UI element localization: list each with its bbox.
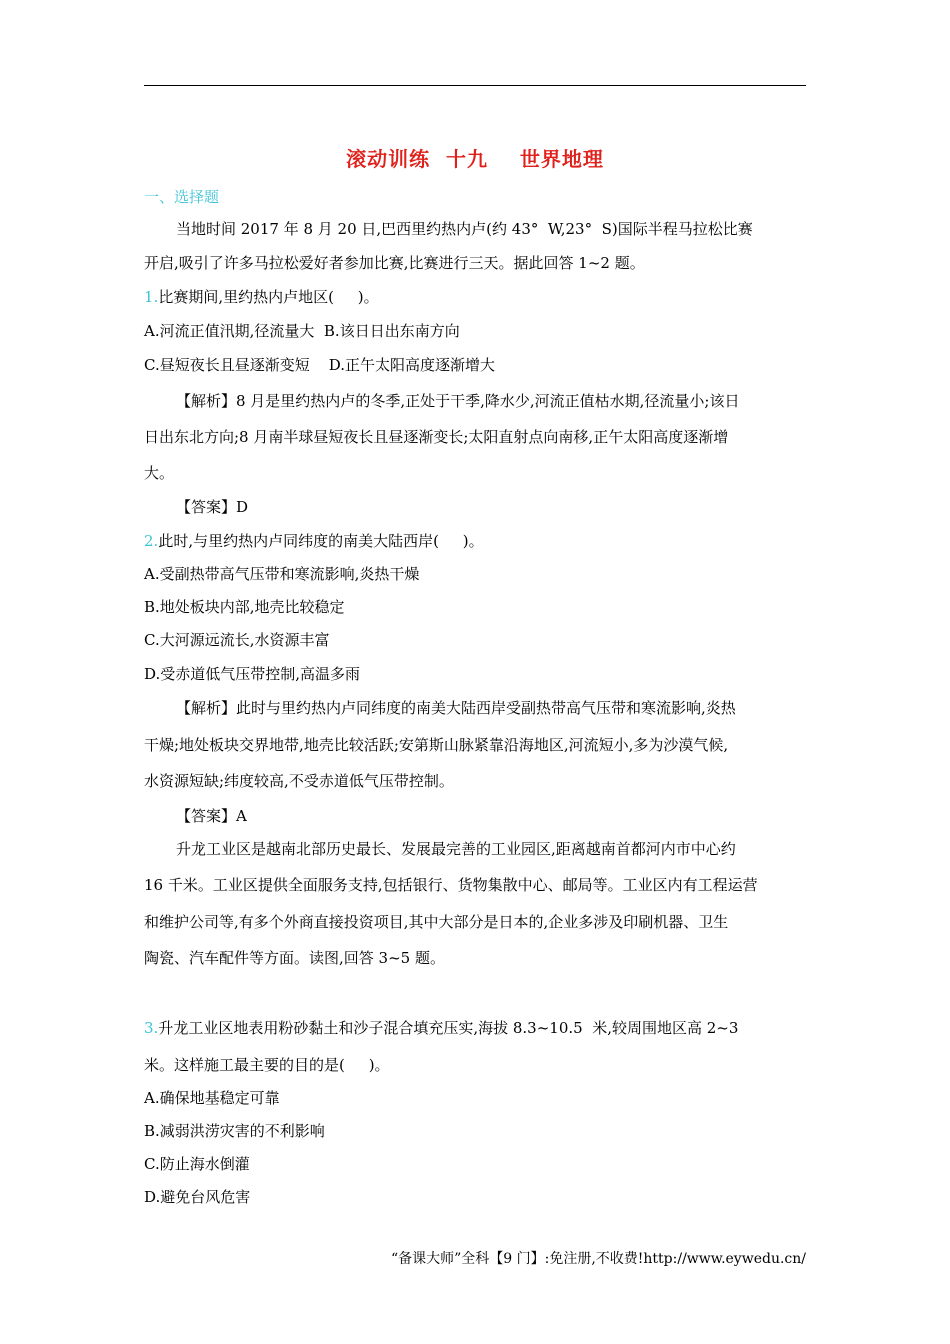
q2-analysis-line2: 干燥;地处板块交界地带,地壳比较活跃;安第斯山脉紧靠沿海地区,河流短小,多为沙漠气候, <box>144 736 729 754</box>
q2-stem: 此时,与里约热内卢同纬度的南美大陆西岸( )。 <box>158 532 484 550</box>
q3-option-a: A.确保地基稳定可靠 <box>144 1089 280 1107</box>
q2-stem-line <box>144 531 806 551</box>
q3-number: 3. <box>144 1019 159 1037</box>
q3-stem-text: 升龙工业区地表用粉砂黏土和沙子混合填充压实,海拔 8.3~10.5 米,较周围地区高 2~3 <box>158 1019 739 1037</box>
footer-note: “备课大师”全科【9 门】:免注册,不收费!http://www.eywedu.cn/ <box>390 1251 806 1267</box>
q2-analysis-line3: 水资源短缺;纬度较高,不受赤道低气压带控制。 <box>144 772 454 790</box>
q3-option-d: D.避免台风危害 <box>144 1188 251 1206</box>
q3-stem-line1 <box>144 1018 806 1038</box>
header-rule <box>144 85 806 86</box>
page-title: 滚动训练 十九 世界地理 <box>346 147 604 171</box>
q1-options-line2: C.昼短夜长且昼逐渐变短 D.正午太阳高度逐渐增大 <box>144 356 496 374</box>
q1-analysis-line1: 【解析】8 月是里约热内卢的冬季,正处于干季,降水少,河流正值枯水期,径流量小;该日 <box>176 392 740 410</box>
q2-option-d: D.受赤道低气压带控制,高温多雨 <box>144 665 361 683</box>
q3-option-b: B.减弱洪涝灾害的不利影响 <box>144 1122 325 1140</box>
q2-answer: 【答案】A <box>176 807 247 825</box>
q2-number: 2. <box>144 532 159 550</box>
passage1-line1: 当地时间 2017 年 8 月 20 日,巴西里约热内卢(约 43° W,23° S)国际半程马拉松比赛 <box>176 220 753 238</box>
passage2-line3: 和维护公司等,有多个外商直接投资项目,其中大部分是日本的,企业多涉及印刷机器、卫生 <box>144 913 729 931</box>
q2-analysis-line1: 【解析】此时与里约热内卢同纬度的南美大陆西岸受副热带高气压带和寒流影响,炎热 <box>176 699 736 717</box>
q1-analysis-line3: 大。 <box>144 464 175 482</box>
q1-stem-line <box>144 287 806 307</box>
passage2-line2: 16 千米。工业区提供全面服务支持,包括银行、货物集散中心、邮局等。工业区内有工程运营 <box>144 876 758 894</box>
q2-option-a: A.受副热带高气压带和寒流影响,炎热干燥 <box>144 565 420 583</box>
q2-option-c: C.大河源远流长,水资源丰富 <box>144 631 330 649</box>
q3-stem-line2: 米。这样施工最主要的目的是( )。 <box>144 1056 390 1074</box>
q2-option-b: B.地处板块内部,地壳比较稳定 <box>144 598 345 616</box>
passage2-line4: 陶瓷、汽车配件等方面。读图,回答 3~5 题。 <box>144 949 445 967</box>
q1-stem: 比赛期间,里约热内卢地区( )。 <box>158 288 379 306</box>
q3-option-c: C.防止海水倒灌 <box>144 1155 250 1173</box>
q1-analysis-line2: 日出东北方向;8 月南半球昼短夜长且昼逐渐变长;太阳直射点向南移,正午太阳高度逐渐增 <box>144 428 729 446</box>
passage1-line2: 开启,吸引了许多马拉松爱好者参加比赛,比赛进行三天。据此回答 1~2 题。 <box>144 254 645 272</box>
q1-number: 1. <box>144 288 159 306</box>
section-heading: 一、选择题 <box>144 188 220 206</box>
q1-options-line1: A.河流正值汛期,径流量大 B.该日日出东南方向 <box>144 322 460 340</box>
passage2-line1: 升龙工业区是越南北部历史最长、发展最完善的工业园区,距离越南首都河内市中心约 <box>176 840 736 858</box>
q1-answer: 【答案】D <box>176 498 249 516</box>
